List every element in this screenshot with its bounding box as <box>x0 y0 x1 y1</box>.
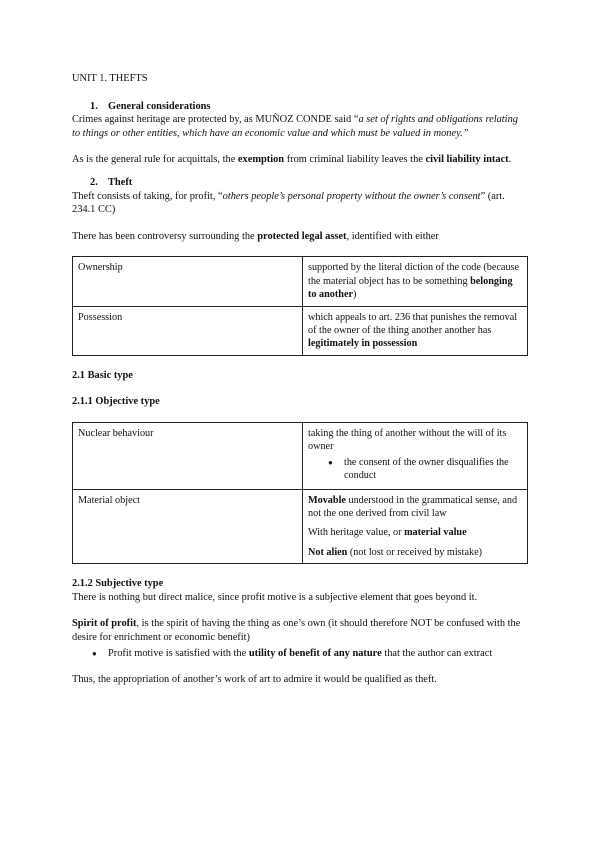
section-1-paragraph-1 <box>72 113 528 140</box>
text-run: (not lost or received by mistake) <box>347 546 483 558</box>
text-run: from criminal liability leaves the <box>284 154 426 166</box>
cell-paragraph <box>308 546 522 559</box>
text-run: which appeals to art. 236 that punishes the removal of the owner of the thing another another has <box>308 311 518 336</box>
text-run: Theft consists of taking, for profit, “ <box>72 190 223 202</box>
text-run: supported by the literal diction of the code (because the material object has to be something <box>308 262 520 287</box>
section-2-number: 2. <box>90 176 98 188</box>
text-run: , is the spirit of having the thing as one’s own (it should therefore NOT be confused with the desire for enrichment or economic benefit) <box>72 618 521 643</box>
bullet-list <box>72 647 528 661</box>
text-run: As is the general rule for acquittals, the <box>72 154 238 166</box>
protected-asset-table <box>72 256 528 355</box>
objective-type-table <box>72 422 528 564</box>
subjective-paragraph-1: There is nothing but direct malice, since profit motive is a subjective element that goes beyond it. <box>72 591 478 603</box>
quote-theft-definition: others people’s personal property without the owner’s consent <box>222 190 481 202</box>
table-cell <box>303 257 528 306</box>
table-cell <box>303 306 528 355</box>
section-1-heading <box>72 100 528 114</box>
table-cell: Material object <box>73 489 303 564</box>
text-run: Profit motive is satisfied with the <box>108 647 249 659</box>
bullet-list <box>308 456 522 483</box>
subsection-2-1-heading: 2.1 Basic type <box>72 369 133 381</box>
table-cell: Possession <box>73 306 303 355</box>
term-movable: Movable <box>308 494 346 506</box>
section-2-paragraph-2 <box>72 230 528 244</box>
term-material-value: material value <box>404 527 467 539</box>
subsection-2-1-2-heading: 2.1.2 Subjective type <box>72 578 164 590</box>
section-2-paragraph-1 <box>72 190 528 217</box>
text-run: understood in the grammatical sense, and not the one derived from civil law <box>308 494 518 519</box>
table-cell <box>303 422 528 489</box>
table-row <box>73 489 528 564</box>
text-run: , identified with either <box>346 230 439 242</box>
cell-paragraph <box>308 494 522 521</box>
table-cell: Nuclear behaviour <box>73 422 303 489</box>
subsection-2-1-1-heading: 2.1.1 Objective type <box>72 396 160 408</box>
subjective-paragraph-2 <box>72 617 528 644</box>
cell-text: taking the thing of another without the will of its owner <box>308 427 507 453</box>
table-cell <box>303 489 528 564</box>
text-run: ) <box>353 289 357 301</box>
list-item <box>108 647 528 661</box>
term-belonging: belonging to another <box>308 275 513 301</box>
table-row <box>73 257 528 306</box>
section-1-paragraph-2 <box>72 153 528 167</box>
text-run: With heritage value, or <box>308 527 405 539</box>
section-1-title: General considerations <box>108 100 211 112</box>
section-1-number: 1. <box>90 100 98 112</box>
text-run: . <box>508 154 512 166</box>
text-run: ” (art. 234.1 CC) <box>72 190 505 216</box>
quote-munoz-conde: a set of rights and obligations relating to things or other entities, which have an economic value and which must be valued in money.” <box>72 114 518 139</box>
list-item: ● the consent of the owner disqualifies the conduct <box>344 456 522 483</box>
term-utility: utility of benefit of any nature <box>248 647 382 659</box>
text-run: Crimes against heritage are protected by, as MUÑOZ CONDE said “ <box>72 114 359 126</box>
unit-title: UNIT 1. THEFTS <box>72 73 148 84</box>
table-row <box>73 422 528 489</box>
text-run: that the author can extract <box>381 647 493 659</box>
term-spirit-of-profit: Spirit of profit <box>72 618 137 630</box>
term-civil-liability: civil liability intact <box>425 154 509 166</box>
term-protected-legal-asset: protected legal asset <box>257 230 347 242</box>
table-row <box>73 306 528 355</box>
subjective-paragraph-3: Thus, the appropriation of another’s work of art to admire it would be qualified as theft. <box>72 674 437 686</box>
table-cell: Ownership <box>73 257 303 306</box>
section-2-title: Theft <box>108 176 133 188</box>
term-legitimately: legitimately in possession <box>308 338 418 350</box>
term-not-alien: Not alien <box>308 546 348 558</box>
term-exemption: exemption <box>237 154 285 166</box>
text-run: There has been controversy surrounding the <box>72 230 258 242</box>
document-page <box>72 72 528 687</box>
section-2-heading <box>72 176 528 190</box>
cell-paragraph <box>308 526 522 539</box>
